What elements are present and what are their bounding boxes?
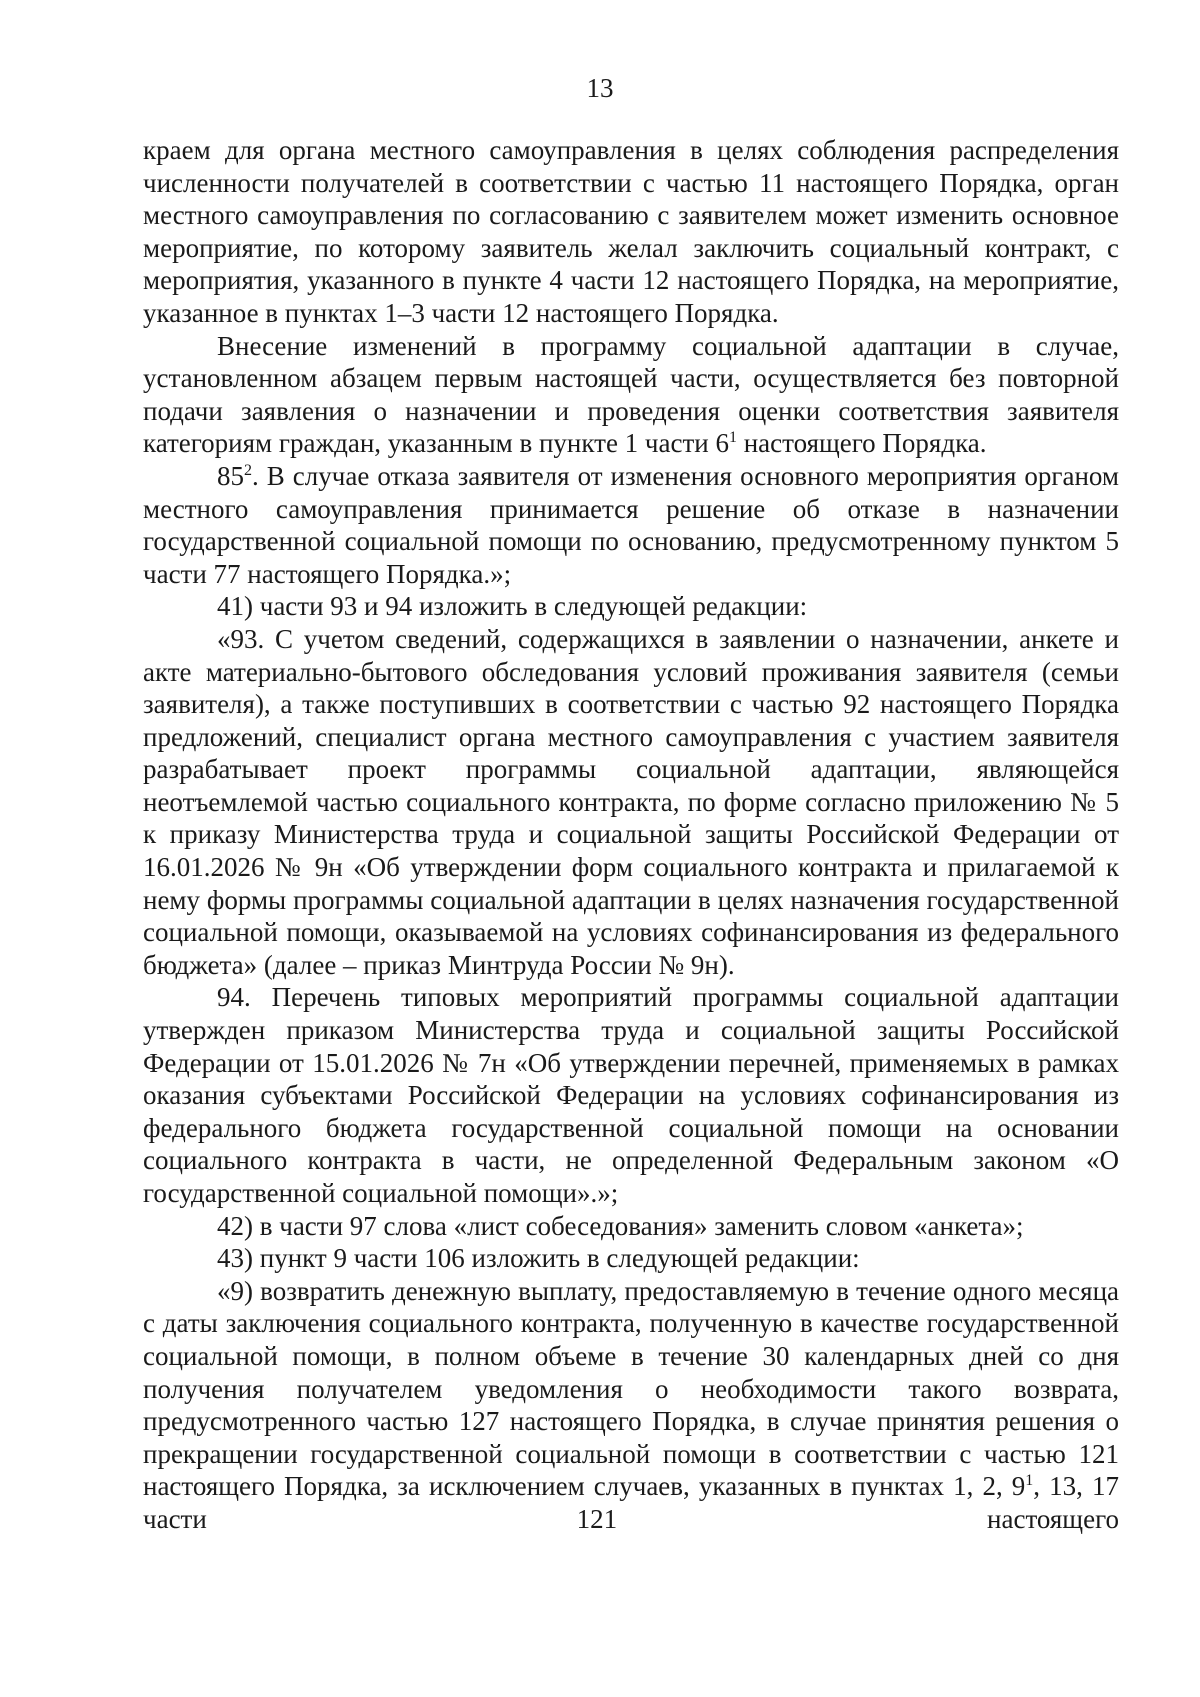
paragraph-5 [143,623,1119,982]
paragraph-text: 43) пункт 9 части 106 изложить в следующей редакции: [217,1243,860,1274]
paragraph-text: 94. Перечень типовых мероприятий программы социальной адаптации утвержден приказом Министерства труда и социальной защиты Российской Федерации от 15.01.2026 № 7н «Об утверждении перечней, применяемых в рамках оказания субъектами Российской Федерации на условиях софинансирования из федерального бюджета государственной социальной помощи на основании социального контракта в части, не определенной Федеральным законом «О государственной социальной помощи».»; [143,982,1119,1208]
paragraph-text: настоящего Порядка. [736,428,987,459]
paragraph-2 [143,330,1119,460]
paragraph-text: 42) в части 97 слова «лист собеседования» заменить словом «анкета»; [217,1210,1024,1241]
paragraph-1 [143,134,1119,330]
paragraph-3 [143,460,1119,590]
paragraph-9 [143,1275,1119,1536]
paragraph-text: «9) возвратить денежную выплату, предоставляемую в течение одного месяца с даты заключения социального контракта, полученную в качестве государственной социальной помощи, в полном объеме в течение 30 календарных дней со дня получения получателем уведомления о необходимости такого возврата, предусмотренного частью 127 настоящего Порядка, в случае принятия решения о прекращении государственной социальной помощи в соответствии с частью 121 настоящего Порядка, за исключением случаев, указанных в пунктах 1, 2, 9 [143,1275,1119,1502]
paragraph-text: «93. С учетом сведений, содержащихся в заявлении о назначении, анкете и акте материально-бытового обследования условий проживания заявителя (семьи заявителя), а также поступивших в соответствии с частью 92 настоящего Порядка предложений, специалист органа местного самоуправления с участием заявителя разрабатывает проект программы социальной адаптации, являющейся неотъемлемой частью социального контракта, по форме согласно приложению № 5 к приказу Министерства труда и социальной защиты Российской Федерации от 16.01.2026 № 9н «Об утверждении форм социального контракта и прилагаемой к нему формы программы социальной адаптации в целях назначения государственной социальной помощи, оказываемой на условиях софинансирования из федерального бюджета» (далее – приказ Минтруда России № 9н). [143,623,1119,980]
superscript-index: 1 [728,429,737,447]
paragraph-8 [143,1242,1119,1275]
document-body [143,134,1119,1536]
paragraph-6 [143,981,1119,1209]
superscript-index: 1 [1025,1472,1034,1490]
superscript-index: 2 [244,461,252,479]
paragraph-4 [143,590,1119,623]
paragraph-text: , 13, 17 части 121 настоящего [143,1471,1119,1534]
paragraph-text: краем для органа местного самоуправления в целях соблюдения распределения численности получателей в соответствии с частью 11 настоящего Порядка, орган местного самоуправления по согласованию с заявителем может изменить основное мероприятие, по которому заявитель желал заключить социальный контракт, с мероприятия, указанного в пункте 4 части 12 настоящего Порядка, на мероприятие, указанное в пунктах 1–3 части 12 настоящего Порядка. [143,135,1119,328]
paragraph-text: . В случае отказа заявителя от изменения основного мероприятия органом местного самоуправления принимается решение об отказе в назначении государственной социальной помощи по основанию, предусмотренному пунктом 5 части 77 настоящего Порядка.»; [143,460,1119,589]
page-number: 13 [586,73,614,103]
paragraph-text: 85 [217,460,244,491]
paragraph-7 [143,1210,1119,1243]
paragraph-text: Внесение изменений в программу социальной адаптации в случае, установленном абзацем первым настоящей части, осуществляется без повторной подачи заявления о назначении и проведения оценки соответствия заявителя категориям граждан, указанным в пункте 1 части 6 [143,330,1119,459]
paragraph-text: 41) части 93 и 94 изложить в следующей редакции: [217,591,808,622]
